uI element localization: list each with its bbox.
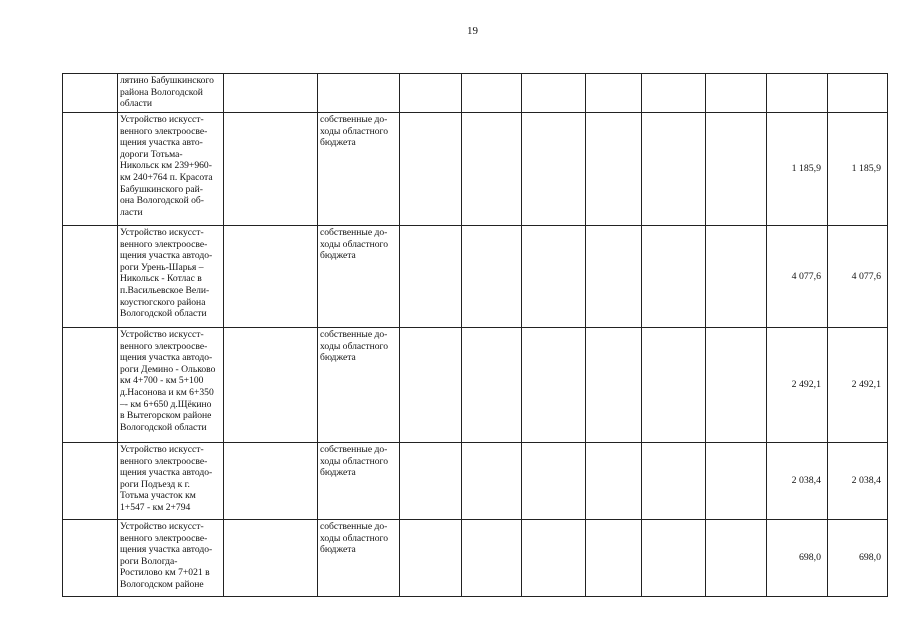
object-description: Устройство искусст- венного электроосве- щения участка автодо- роги Демино - Ольково км 4+700 - км 5+100 д.Насонова и км 6+350 –- км 6+650 д.Щёкино в Вытегорском районе Вологодской области — [120, 329, 216, 433]
funding-source: собственные до- ходы областного бюджета — [320, 444, 389, 479]
source-cell — [318, 113, 400, 225]
year-amount-cell — [828, 226, 888, 327]
funding-source: собственные до- ходы областного бюджета — [320, 114, 389, 149]
table-row — [63, 74, 888, 113]
table-row — [63, 226, 888, 328]
total-cell — [767, 520, 828, 596]
table-cell — [224, 113, 318, 225]
table-cell — [462, 328, 522, 442]
table-cell — [522, 226, 586, 327]
table-cell — [522, 74, 586, 112]
table-cell — [522, 520, 586, 596]
total-cell — [767, 113, 828, 225]
table-cell — [462, 443, 522, 519]
table-cell — [586, 520, 642, 596]
source-cell — [318, 443, 400, 519]
budget-table — [62, 73, 888, 597]
table-cell — [586, 74, 642, 112]
total-amount: 2 038,4 — [791, 475, 821, 487]
table-cell — [586, 113, 642, 225]
table-row — [63, 443, 888, 520]
object-description: лятино Бабушкинского района Вологодской области — [120, 75, 214, 110]
total-amount: 698,0 — [798, 552, 821, 564]
object-cell — [118, 328, 224, 442]
total-cell — [767, 226, 828, 327]
table-cell — [224, 226, 318, 327]
year-amount: 4 077,6 — [851, 270, 881, 282]
year-amount-cell — [828, 520, 888, 596]
year-amount: 1 185,9 — [851, 163, 881, 175]
table-cell — [706, 328, 767, 442]
table-cell — [706, 520, 767, 596]
funding-source — [318, 74, 399, 75]
table-cell — [586, 226, 642, 327]
year-amount: 2 492,1 — [851, 379, 881, 391]
table-cell — [642, 113, 706, 225]
year-amount-cell — [828, 328, 888, 442]
object-description: Устройство искусст- венного электроосве- щения участка автодо- роги Подъезд к г. Тотьма участок км 1+547 - км 2+794 — [120, 444, 213, 513]
table-cell — [462, 226, 522, 327]
table-cell — [586, 328, 642, 442]
object-cell — [118, 520, 224, 596]
source-cell — [318, 74, 400, 112]
total-cell — [767, 74, 828, 112]
table-row — [63, 328, 888, 443]
table-cell — [706, 226, 767, 327]
table-row — [63, 113, 888, 226]
table-cell — [642, 74, 706, 112]
page-number: 19 — [467, 25, 478, 37]
table-cell — [462, 113, 522, 225]
object-cell — [118, 226, 224, 327]
table-cell — [400, 520, 462, 596]
table-row — [63, 520, 888, 597]
table-cell — [400, 113, 462, 225]
table-cell — [63, 443, 118, 519]
table-cell — [706, 113, 767, 225]
table-cell — [400, 443, 462, 519]
year-amount: 2 038,4 — [851, 475, 881, 487]
object-description: Устройство искусст- венного электроосве- щения участка автодо- роги Урень-Шарья – Никольск - Котлас в п.Васильевское Вели- коустюгского района Вологодской области — [120, 227, 213, 320]
source-cell — [318, 226, 400, 327]
funding-source: собственные до- ходы областного бюджета — [320, 521, 389, 556]
funding-source: собственные до- ходы областного бюджета — [320, 329, 389, 364]
year-amount-cell — [828, 113, 888, 225]
table-cell — [642, 328, 706, 442]
table-cell — [522, 113, 586, 225]
table-cell — [462, 74, 522, 112]
total-amount: 1 185,9 — [791, 163, 821, 175]
table-cell — [706, 74, 767, 112]
table-cell — [63, 113, 118, 225]
table-cell — [224, 520, 318, 596]
source-cell — [318, 328, 400, 442]
total-cell — [767, 443, 828, 519]
table-cell — [224, 74, 318, 112]
year-amount-cell — [828, 443, 888, 519]
table-cell — [63, 328, 118, 442]
table-cell — [224, 443, 318, 519]
table-cell — [63, 74, 118, 112]
table-cell — [400, 328, 462, 442]
table-cell — [63, 520, 118, 596]
funding-source: собственные до- ходы областного бюджета — [320, 227, 389, 262]
object-cell — [118, 74, 224, 112]
table-cell — [642, 520, 706, 596]
table-cell — [462, 520, 522, 596]
object-cell — [118, 443, 224, 519]
total-cell — [767, 328, 828, 442]
table-cell — [642, 443, 706, 519]
object-cell — [118, 113, 224, 225]
source-cell — [318, 520, 400, 596]
object-description: Устройство искусст- венного электроосве- щения участка авто- дороги Тотьма- Никольск км 239+960- км 240+764 п. Красота Бабушкинского рай- она Вологодской об- ласти — [120, 114, 213, 218]
object-description: Устройство искусст- венного электроосве- щения участка автодо- роги Вологда- Ростилово км 7+021 в Вологодском районе — [120, 521, 213, 590]
table-cell — [642, 226, 706, 327]
table-cell — [400, 226, 462, 327]
total-amount: 2 492,1 — [791, 379, 821, 391]
year-amount-cell — [828, 74, 888, 112]
total-amount: 4 077,6 — [791, 270, 821, 282]
table-cell — [224, 328, 318, 442]
table-cell — [522, 328, 586, 442]
table-cell — [586, 443, 642, 519]
table-cell — [706, 443, 767, 519]
table-cell — [522, 443, 586, 519]
table-cell — [400, 74, 462, 112]
table-cell — [63, 226, 118, 327]
year-amount: 698,0 — [858, 552, 881, 564]
